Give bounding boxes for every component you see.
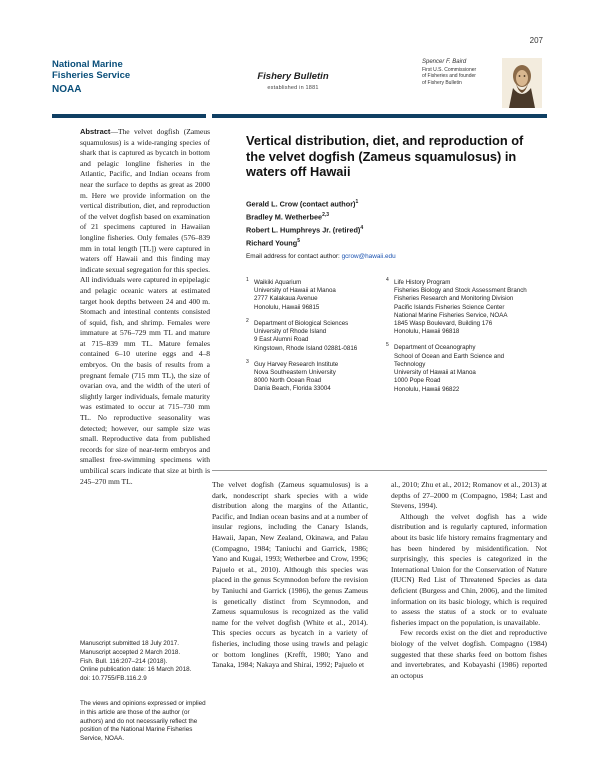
author-list — [246, 197, 536, 249]
affiliation-number: 1 — [246, 277, 249, 283]
body-column-1 — [212, 480, 368, 671]
online-date: Online publication date: 16 March 2018. — [80, 666, 192, 674]
affiliations-col-1 — [246, 276, 396, 399]
affiliation-line: 8000 North Ocean Road — [254, 377, 322, 385]
citation: Fish. Bull. 116:207–214 (2018). — [80, 657, 168, 665]
affiliation-line: $^2$ Department of Biological Sciences — [246, 317, 349, 327]
affiliation-number: 2 — [246, 317, 249, 324]
manuscript-accepted: Manuscript accepted 2 March 2018. — [80, 648, 181, 656]
abstract — [80, 127, 210, 487]
affiliation-block — [386, 341, 551, 393]
contact-email — [246, 253, 546, 260]
affiliations-col-2 — [386, 276, 551, 399]
affiliation-line: Fisheries Research and Monitoring Division — [394, 295, 514, 303]
body-paragraph: al., 2010; Zhu et al., 2012; Romanov et al., 2013) at depths of 27–2000 m (Compagno, 1984; Last and Stevens, 1994). — [391, 480, 547, 511]
affiliation-line: $^5$ Department of Oceanography — [386, 342, 476, 352]
header-rule-right — [212, 114, 547, 118]
org-line-1: National Marine — [52, 59, 123, 70]
org-line-2: Fisheries Service — [52, 70, 131, 81]
affiliation-line: Pacific Islands Fisheries Science Center — [394, 303, 505, 311]
author-item: Robert L. Humphreys Jr. (retired)$^4$ — [246, 225, 364, 235]
body-paragraph: Few records exist on the diet and reproductive biology of the velvet dogfish. Compagno (1984) suggested that these sharks feed on bottom fishes and invertebrates, and Kobayashi (1986) reported an octopus — [391, 628, 547, 680]
author-item: Bradley M. Wetherbee$^{2,3}$ — [246, 212, 330, 222]
author-item: Gerald L. Crow (contact author)$^1$ — [246, 199, 359, 209]
affiliation-line: $^1$ Waikiki Aquarium — [246, 277, 302, 287]
journal-established: established in 1881 — [267, 85, 319, 91]
affiliation-number: 5 — [386, 342, 389, 349]
email-link[interactable]: gcrow@hawaii.edu — [341, 253, 396, 260]
affiliation-line: 2777 Kalakaua Avenue — [254, 295, 318, 303]
baird-credit — [422, 59, 500, 86]
journal-masthead — [243, 71, 343, 91]
affiliation-line: University of Hawaii at Manoa — [394, 369, 476, 377]
affiliation-line: Nova Southeastern University — [254, 369, 336, 377]
affiliation-line: Honolulu, Hawaii 96818 — [394, 328, 460, 336]
email-label: Email address for contact author: — [246, 253, 340, 260]
affiliation-line: 1845 Wasp Boulevard, Building 176 — [394, 320, 493, 328]
affiliation-line: Kingstown, Rhode Island 02881-0816 — [254, 344, 358, 352]
affiliation-line: 1000 Pope Road — [394, 377, 441, 385]
baird-signature: Spencer F. Baird — [422, 59, 467, 65]
affiliation-number: 4 — [386, 277, 389, 283]
affiliation-line: National Marine Fisheries Service, NOAA — [394, 311, 508, 319]
affiliation-line: Technology — [394, 360, 426, 368]
abstract-text: —The velvet dogfish (Zameus squamulosus) is a wide-ranging species of shark that is captured as bycatch in bottom and pelagic longline fisheries in the Atlantic, Pacific, and Indian oceans from near the surface to depths as great as 2000 m. Here we provide information on the vertical distribution, diet, and reproduction of the velvet dogfish based on examination of 21 specimens captured in Hawaiian longline fisheries. Only females (576–839 mm in total length [TL]) were captured in waters off Hawaii and this finding may indicate sexual segregation for this species. All individuals were captured in epipelagic and pelagic oceanic waters at estimated target hook depths between 24 and 400 m. Stomach and intestinal contents consisted of squid, fish, and shrimp. Females were immature at 576–729 mm TL and mature at 715–839 mm TL. Mature females contained 6–10 uterine eggs and 4–8 embryos. On the basis of results from a pregnant female (715 mm TL), the size of ovarian ova, and the width of the uteri of slightly larger individuals, female maturity was estimated to occur at 715–730 mm TL. No reproductive seasonality was detected; however, our sample size was small. Reproductive data from published records for size of near-term embryos and smallest free-swimming specimens with umbilical scars indicate that size at birth is 245–270 mm TL. — [80, 127, 210, 486]
affiliation-line: $^3$ Guy Harvey Research Institute — [246, 358, 339, 368]
disclaimer: The views and opinions expressed or implied in this article are those of the author (or authors) and do not necessarily reflect the position of the National Marine Fisheries Service, NOAA. — [80, 700, 206, 743]
body-paragraph: The velvet dogfish (Zameus squamulosus) is a dark, nondescript shark species with a wide distribution along the margins of the Atlantic, Pacific, and Indian ocean basins and at a number of insular regions, including the Canary Islands, Hawaii, Japan, New Zealand, Okinawa, and Palau (Compagno, 1984; Taniuchi and Garrick, 1986; Yano and Kugai, 1993; Wetherbee and Crow, 1996; Pajuelo et al., 2010). Although this species was placed in the genus Scymnodon before the revision by Taniuchi and Garrick (1986), the genus Zameus is genetically distinct from Scymnodon, and Zameus squamulosus is recognized as the valid name for the velvet dogfish (White et al., 2014). This species occurs as bycatch in a variety of fisheries, including those using trawls and pelagic or bottom longlines (Krefft, 1980; Yano and Tanaka, 1984; Nakaya and Shirai, 1992; Pajuelo et — [212, 480, 368, 670]
affiliation-block — [386, 276, 551, 336]
affiliation-line: School of Ocean and Earth Science and — [394, 352, 505, 360]
manuscript-submitted: Manuscript submitted 18 July 2017. — [80, 640, 180, 647]
article-title: Vertical distribution, diet, and reproduction of the velvet dogfish (Zameus squamulosus) in waters off Hawaii — [246, 133, 524, 179]
abstract-label: Abstract — [80, 127, 111, 136]
affiliation-block — [246, 317, 396, 353]
body-rule — [212, 470, 547, 471]
baird-portrait-icon — [502, 58, 542, 108]
doi: doi: 10.7755/FB.116.2.9 — [80, 675, 147, 683]
affiliation-number: 3 — [246, 358, 249, 365]
page-number: 207 — [529, 36, 543, 45]
header-rule-left — [52, 114, 206, 118]
manuscript-info — [80, 640, 210, 684]
affiliation-line: University of Hawaii at Manoa — [254, 287, 336, 295]
affiliation-line: Honolulu, Hawaii 96815 — [254, 303, 320, 311]
affiliation-line: $^4$ Life History Program — [386, 277, 451, 287]
affiliation-line: 9 East Alumni Road — [254, 336, 309, 344]
baird-line-1: First U.S. Commissioner — [422, 66, 477, 73]
journal-name: Fishery Bulletin — [257, 71, 329, 82]
affiliation-block — [246, 276, 396, 312]
org-line-3: NOAA — [52, 84, 82, 95]
affiliation-block — [246, 358, 396, 394]
body-column-2 — [391, 480, 547, 681]
affiliation-line: Honolulu, Hawaii 96822 — [394, 385, 460, 393]
affiliation-line: Fisheries Biology and Stock Assessment Branch — [394, 287, 527, 295]
author-item: Richard Young$^5$ — [246, 238, 300, 248]
affiliation-line: Dania Beach, Florida 33004 — [254, 385, 331, 393]
baird-line-2: of Fisheries and founder — [422, 73, 476, 80]
body-paragraph: Although the velvet dogfish has a wide distribution and is regularly captured, information about its basic life history remains fragmentary and has been hindered by misidentification. Not surprisingly, this species is categorized in the International Union for the Conservation of Nature (IUCN) Red List of Threatened Species as data deficient (Burgess and Chin, 2006), and the limited information on its basic biology, which is required to assess the status of a stock or to evaluate fisheries impact on the population, is unavailable. — [391, 511, 547, 627]
affiliation-line: University of Rhode Island — [254, 328, 327, 336]
baird-line-3: of Fishery Bulletin — [422, 79, 462, 86]
noaa-logo-text — [52, 59, 130, 95]
